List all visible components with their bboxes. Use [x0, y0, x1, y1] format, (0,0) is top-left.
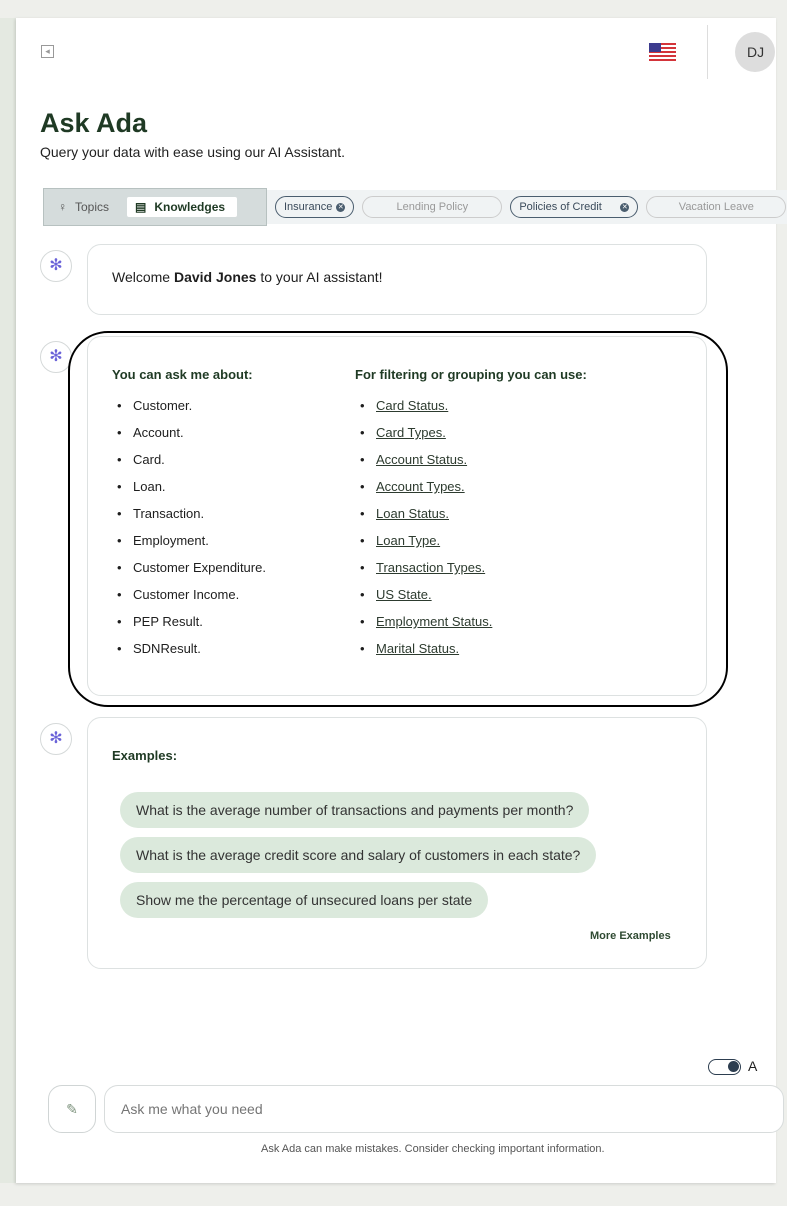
example-chip[interactable]: What is the average number of transactions and payments per month? [120, 792, 589, 828]
topic-label: Customer Income. [133, 587, 240, 602]
filter-link[interactable]: Card Status. [376, 398, 449, 413]
filter-link[interactable]: Account Types. [376, 479, 465, 494]
chip-insurance[interactable] [275, 196, 354, 218]
example-chip[interactable]: Show me the percentage of unsecured loans per state [120, 882, 488, 918]
topic-label: Customer Expenditure. [133, 560, 266, 575]
filter-link[interactable]: Account Status. [376, 452, 468, 467]
about-title: You can ask me about: [112, 367, 253, 382]
sidebar-collapsed [0, 18, 16, 1183]
example-chip[interactable]: What is the average credit score and salary of customers in each state? [120, 837, 596, 873]
tab-label: Topics [75, 200, 110, 214]
page-title: Ask Ada [40, 108, 148, 138]
topic-label: Employment. [133, 533, 209, 548]
welcome-prefix: Welcome [112, 269, 174, 285]
topic-label: PEP Result. [133, 614, 203, 629]
filter-link[interactable]: Employment Status. [376, 614, 493, 629]
filter-link[interactable]: Loan Type. [376, 533, 441, 548]
topic-label: Card. [133, 452, 165, 467]
chat-input[interactable] [104, 1085, 784, 1133]
tab-knowledges[interactable] [127, 197, 237, 217]
tab-label: Knowledges [154, 200, 226, 214]
mode-tabs [43, 188, 267, 226]
chip-label: Lending Policy [396, 201, 469, 213]
topic-label: Transaction. [133, 506, 205, 521]
collapse-sidebar-icon[interactable]: ◂ [41, 45, 54, 58]
user-name: David Jones [173, 269, 257, 285]
chip-label: Vacation Leave [678, 201, 754, 213]
filter-link[interactable]: US State. [376, 587, 432, 602]
broom-icon: ✎ [66, 1101, 78, 1117]
remove-icon[interactable]: ✕ [337, 203, 344, 211]
more-examples-link[interactable]: More Examples [590, 930, 671, 942]
main-panel [16, 18, 776, 1183]
welcome-suffix: to your AI assistant! [256, 269, 383, 285]
bot-icon: ✻ [40, 250, 72, 282]
mode-toggle[interactable] [708, 1059, 741, 1075]
bot-icon: ✻ [40, 341, 72, 373]
welcome-message [87, 244, 707, 315]
topic-label: Account. [133, 425, 184, 440]
highlight-outline [68, 331, 728, 707]
disclaimer: Ask Ada can make mistakes. Consider checking important information. [261, 1143, 605, 1155]
filter-link[interactable]: Marital Status. [376, 641, 460, 656]
page-subtitle: Query your data with ease using our AI Assistant. [40, 144, 346, 160]
us-flag-icon[interactable] [649, 43, 676, 61]
knowledge-chip-bar [267, 190, 787, 224]
chip-policies-of-credit[interactable] [510, 196, 638, 218]
avatar[interactable]: DJ [735, 32, 775, 72]
toggle-label: A [748, 1058, 758, 1074]
filter-link[interactable]: Card Types. [376, 425, 446, 440]
remove-icon[interactable]: ✕ [621, 203, 628, 211]
document-icon: ▤ [135, 200, 147, 214]
chip-vacation-leave[interactable] [646, 196, 786, 218]
filter-link[interactable]: Transaction Types. [376, 560, 486, 575]
chip-lending-policy[interactable] [362, 196, 502, 218]
filter-title: For filtering or grouping you can use: [355, 367, 587, 382]
lightbulb-icon: ♀ [58, 200, 67, 214]
divider [707, 25, 708, 79]
filter-link[interactable]: Loan Status. [376, 506, 449, 521]
clear-chat-button[interactable] [48, 1085, 96, 1133]
examples-title: Examples: [112, 748, 178, 763]
tab-topics[interactable] [50, 197, 121, 217]
chip-label: Insurance [284, 201, 333, 213]
topic-label: Customer. [133, 398, 193, 413]
chip-label: Policies of Credit [519, 201, 602, 213]
bot-icon: ✻ [40, 723, 72, 755]
topic-label: SDNResult. [133, 641, 201, 656]
topic-label: Loan. [133, 479, 166, 494]
